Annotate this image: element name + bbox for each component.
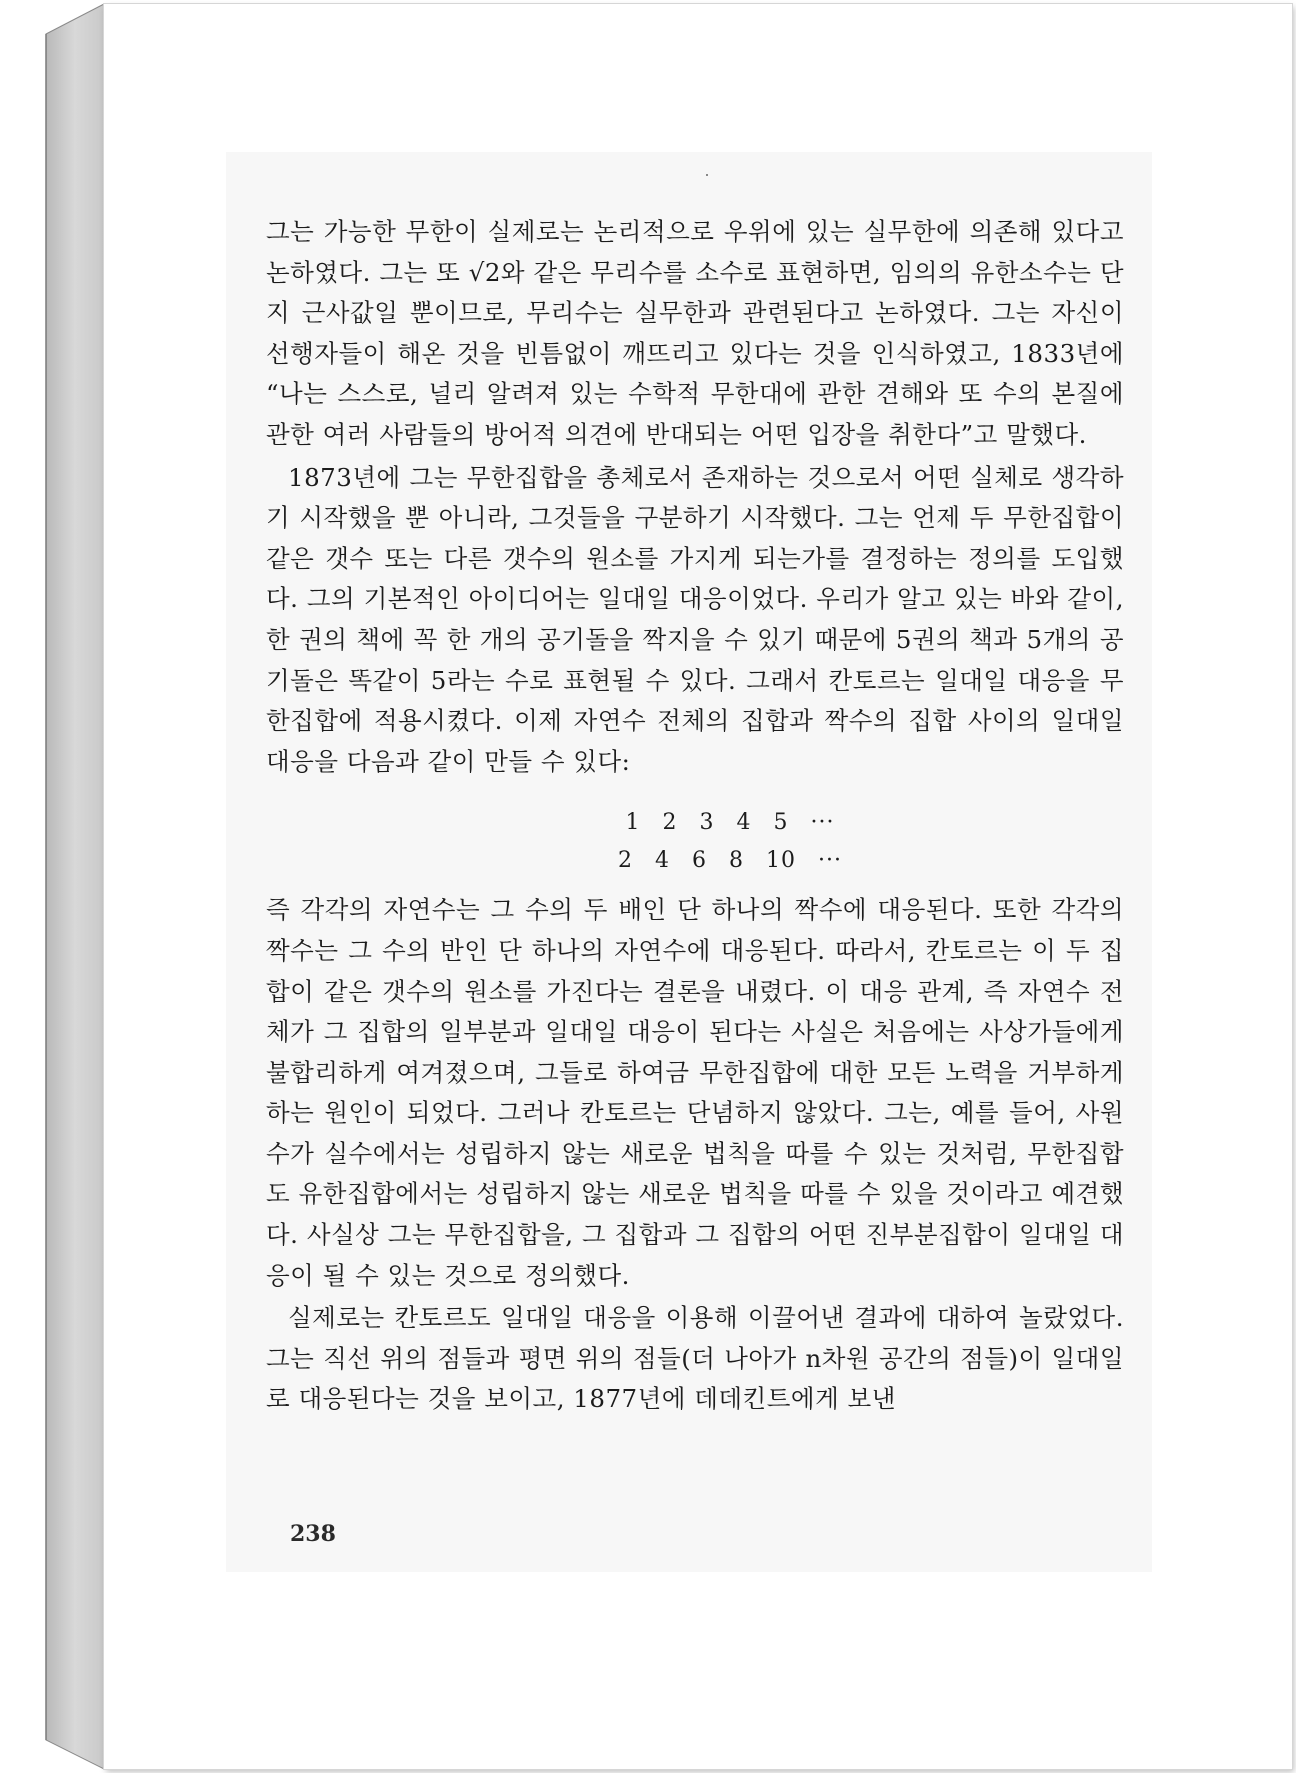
- natural-numbers-row: 1 2 3 4 5 ···: [625, 810, 835, 836]
- page-body: [266, 212, 1124, 1420]
- scan-speck: [706, 174, 708, 176]
- paragraph-3: 즉 각각의 자연수는 그 수의 두 배인 단 하나의 짝수에 대응된다. 또한 각각의 짝수는 그 수의 반인 단 하나의 자연수에 대응된다. 따라서, 칸토르는 이 두 집합이 같은 갯수의 원소를 가진다는 결론을 내렸다. 이 대응 관계, 즉 자연수 전체가 그 집합의 일부분과 일대일 대응이 된다는 사실은 처음에는 사상가들에게 불합리하게 여겨졌으며, 그들로 하여금 무한집합에 대한 모든 노력을 거부하게 하는 원인이 되었다. 그러나 칸토르는 단념하지 않았다. 그는, 예를 들어, 사원수가 실수에서는 성립하지 않는 새로운 법칙을 따를 수 있는 것처럼, 무한집합도 유한집합에서는 성립하지 않는 새로운 법칙을 따를 수 있을 것이라고 예견했다. 사실상 그는 무한집합을, 그 집합과 그 집합의 어떤 진부분집합이 일대일 대응이 될 수 있는 것으로 정의했다.: [266, 895, 1124, 1290]
- correspondence-table: [266, 782, 1124, 890]
- page-number: 238: [290, 1521, 336, 1547]
- paragraph-2: 1873년에 그는 무한집합을 총체로서 존재하는 것으로서 어떤 실체로 생각하기 시작했을 뿐 아니라, 그것들을 구분하기 시작했다. 그는 언제 두 무한집합이 같은 갯수 또는 다른 갯수의 원소를 가지게 되는가를 결정하는 정의를 도입했다. 그의 기본적인 아이디어는 일대일 대응이었다. 우리가 알고 있는 바와 같이, 한 권의 책에 꼭 한 개의 공기돌을 짝지을 수 있기 때문에 5권의 책과 5개의 공기돌은 똑같이 5라는 수로 표현될 수 있다. 그래서 칸토르는 일대일 대응을 무한집합에 적용시켰다. 이제 자연수 전체의 집합과 짝수의 집합 사이의 일대일 대응을 다음과 같이 만들 수 있다:: [266, 462, 1124, 776]
- even-numbers-row: 2 4 6 8 10 ···: [618, 848, 842, 874]
- paragraph-4: 실제로는 칸토르도 일대일 대응을 이용해 이끌어낸 결과에 대하여 놀랐었다. 그는 직선 위의 점들과 평면 위의 점들(더 나아가 n차원 공간의 점들)이 일대일로 대응된다는 것을 보이고, 1877년에 데데킨트에게 보낸: [266, 1303, 1124, 1414]
- paragraph-1: 그는 가능한 무한이 실제로는 논리적으로 우위에 있는 실무한에 의존해 있다고 논하였다. 그는 또 √2와 같은 무리수를 소수로 표현하면, 임의의 유한소수는 단지 근사값일 뿐이므로, 무리수는 실무한과 관련된다고 논하였다. 그는 자신이 선행자들이 해온 것을 빈틈없이 깨뜨리고 있다는 것을 인식하였고, 1833년에 “나는 스스로, 널리 알려져 있는 수학적 무한대에 관한 견해와 또 수의 본질에 관한 여러 사람들의 방어적 의견에 반대되는 어떤 입장을 취한다”고 말했다.: [266, 217, 1124, 449]
